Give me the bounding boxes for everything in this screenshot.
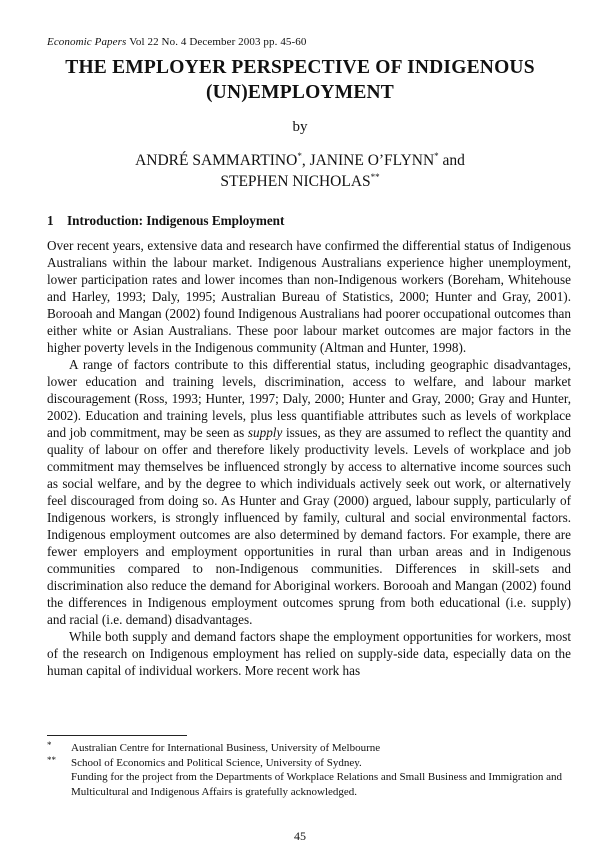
journal-header [47,36,307,48]
footnote-text: School of Economics and Political Science, University of Sydney. [71,756,362,769]
footnote-mark: ** [47,754,56,765]
page-number: 45 [294,829,306,843]
body-text [47,237,571,679]
footnote-mark: * [47,740,52,750]
footnote-text: Funding for the project from the Departments of Workplace Relations and Small Business and Immigration and Multicultural and Indigenous Affairs is gratefully acknowledged. [71,771,563,798]
footnote [47,770,571,799]
footnote [47,756,571,771]
affiliation-mark: * [434,151,439,161]
author-name: ANDRÉ SAMMARTINO [135,152,298,169]
author-list: ANDRÉ SAMMARTINO*, JANINE O’FLYNN* and STEPHEN NICHOLAS** [135,151,465,190]
footnote-rule [47,735,187,736]
author-name: STEPHEN NICHOLAS [220,173,371,190]
section-title: Introduction: Indigenous Employment [67,213,285,228]
emphasis-text: supply [247,425,283,440]
author-conjunction: and [442,152,465,169]
section-number: 1 [47,213,54,228]
title-line-1: THE EMPLOYER PERSPECTIVE OF INDIGENOUS [65,57,535,78]
author-name: JANINE O’FLYNN [309,152,435,169]
affiliation-mark: ** [370,172,380,182]
paragraph [47,356,571,628]
footnote [47,741,571,756]
paragraph-text: A range of factors contribute to this differential status, including geographic disadvantages, lower education and training levels, discrimination, access to welfare, and labour market discouragement (Ross, 1993; Hunter, 1997; Daly, 2000; Hunter and Gray, 2000; Gray and Hunter, 2002). Education and training levels, plus less quantifiable attributes such as levels of workplace and job commitment, may be seen as [47,357,571,440]
journal-details: Vol 22 No. 4 December 2003 pp. 45-60 [129,36,307,48]
footnotes [47,741,571,799]
byline: by [292,119,308,135]
paper-title [30,55,570,105]
title-line-2: (UN)EMPLOYMENT [205,82,395,103]
paragraph-text: issues, as they are assumed to reflect the quantity and quality of labour on offer and therefore likely productivity levels. Levels of workplace and job commitment may themselves be influenced strongly by access to alternative income sources such as social welfare, and by the degree to which individuals actively seek out work, or alternatively feel discouraged from doing so. As Hunter and Gray (2000) argued, labour supply, particularly of Indigenous workers, is strongly influenced by family, cultural and social environmental factors. Indigenous employment outcomes are also determined by demand factors. For example, there are fewer employers and employment opportunities in rural than urban areas and in Indigenous communities compared to non-Indigenous communities. Differences in skill-sets and discrimination also reduce the demand for Aboriginal workers. Borooah and Mangan (2002) found the differences in Indigenous employment outcomes sprung from both educational (i.e. supply) and racial (i.e. demand) disadvantages. [47,425,572,627]
section-heading [47,213,284,229]
paragraph: While both supply and demand factors shape the employment opportunities for workers, most of the research on Indigenous employment has relied on supply-side data, especially data on the human capital of individual workers. More recent work has [47,629,571,678]
footnote-text: Australian Centre for International Business, University of Melbourne [71,742,381,754]
journal-name: Economic Papers [47,36,127,48]
affiliation-mark: * [297,151,302,161]
paragraph: Over recent years, extensive data and research have confirmed the differential status of Indigenous Australians within the labour market. Indigenous Australians experience higher unemployment, lower participation rates and lower incomes than non-Indigenous workers (Boreham, Whitehouse and Harley, 1993; Daly, 1995; Australian Bureau of Statistics, 2000; Hunter and Gray, 2001). Borooah and Mangan (2002) found Indigenous Australians had poorer occupational outcomes than either white or Asian Australians. These poor labour market outcomes are major factors in the higher poverty levels in the Indigenous community (Altman and Hunter, 1998). [47,238,571,355]
